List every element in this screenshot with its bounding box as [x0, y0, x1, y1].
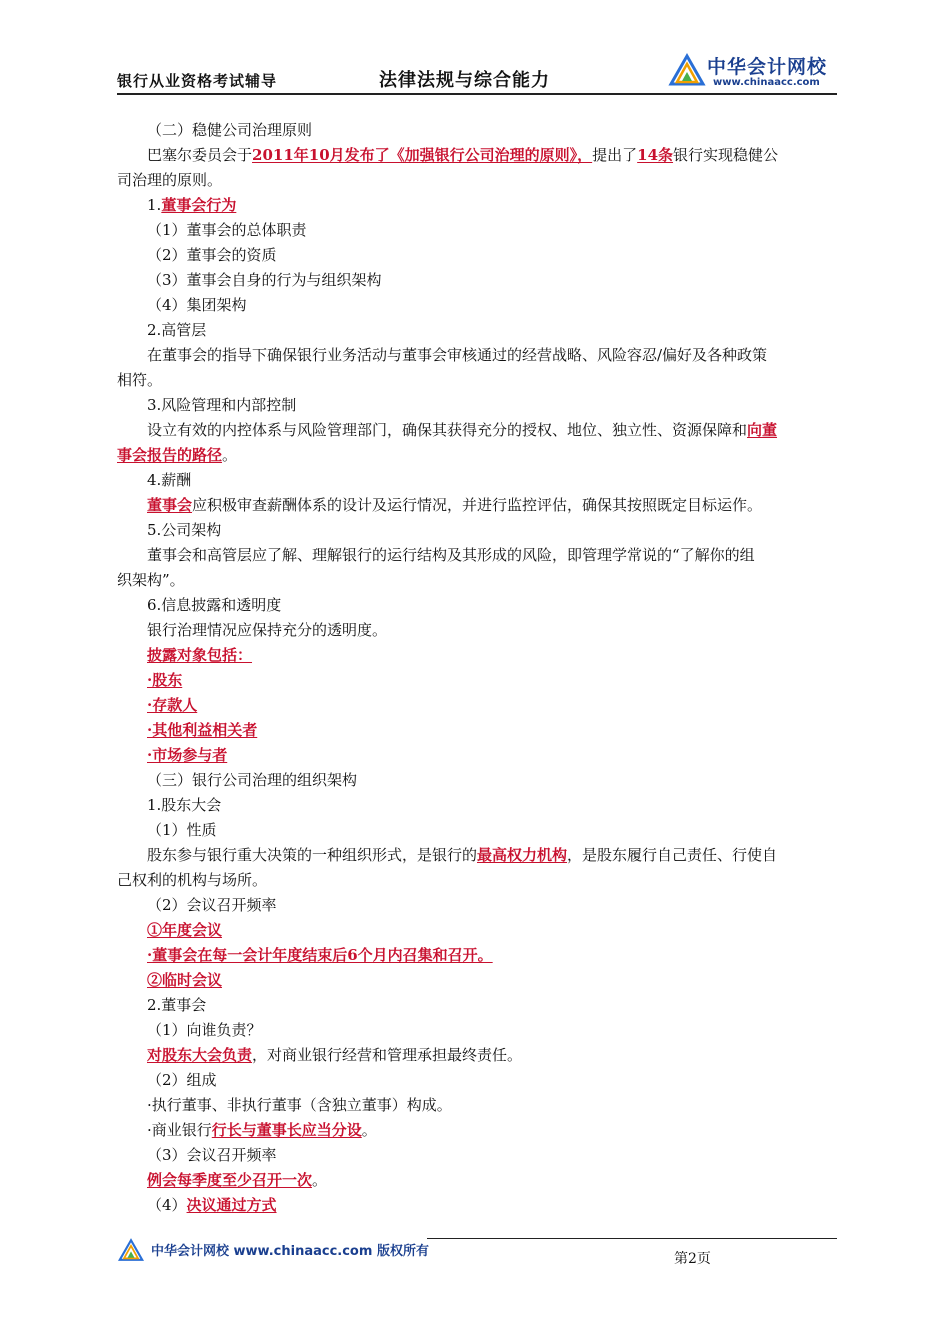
item-3-text: 设立有效的内控体系与风险管理部门，确保其获得充分的授权、地位、独立性、资源保障和向董 [147, 421, 778, 439]
item-5-text: 董事会和高管层应了解、理解银行的运行结构及其形成的风险，即管理学常说的“了解你的组 [147, 546, 755, 564]
item-6-text: 银行治理情况应保持充分的透明度。 [147, 621, 388, 639]
item-6-title: 6.信息披露和透明度 [147, 596, 282, 614]
item-5-title: 5.公司架构 [147, 521, 222, 539]
page-header [117, 48, 837, 94]
disclose-item: ·市场参与者 [147, 746, 228, 764]
s3-1-title: 1.股东大会 [147, 796, 222, 814]
disclose-title: 披露对象包括： [147, 646, 253, 664]
item-3-text-cont: 事会报告的路径。 [117, 446, 238, 464]
section-2-intro-cont: 司治理的原则。 [117, 171, 223, 189]
s3-1-annual: ①年度会议 [147, 921, 223, 939]
logo-name: 中华会计网校 [707, 56, 828, 78]
s3-1-interim: ②临时会议 [147, 971, 223, 989]
s3-2-sub-1: （1）向谁负责？ [147, 1021, 262, 1039]
s3-1-annual-detail: ·董事会在每一会计年度结束后6个月内召集和召开。 [147, 946, 493, 964]
s3-1-sub-1: （1）性质 [147, 821, 217, 839]
s3-2-sub-2: （2）组成 [147, 1071, 217, 1089]
s3-2-text-1: 对股东大会负责，对商业银行经营和管理承担最终责任。 [147, 1046, 523, 1064]
brand-logo[interactable] [667, 48, 842, 92]
s3-2-sub-3: （3）会议召开频率 [147, 1146, 277, 1164]
logo-triangle-icon [667, 50, 707, 90]
item-2-text-cont: 相符。 [117, 371, 163, 389]
item-1-sub-b: （2）董事会的资质 [147, 246, 277, 264]
item-2-title: 2.高管层 [147, 321, 207, 339]
section-2-intro: 巴塞尔委员会于2011年10月发布了《加强银行公司治理的原则》，提出了14条银行实现稳健公 [147, 146, 779, 164]
item-3-title: 3.风险管理和内部控制 [147, 396, 297, 414]
item-1-sub-c: （3）董事会自身的行为与组织架构 [147, 271, 382, 289]
page-number: 第2页 [674, 1251, 711, 1267]
item-1-title: 1.董事会行为 [147, 196, 237, 214]
item-2-text: 在董事会的指导下确保银行业务活动与董事会审核通过的经营战略、风险容忍/偏好及各种政策 [147, 346, 768, 364]
footer-copyright: 中华会计网校 www.chinaacc.com 版权所有 [151, 1244, 429, 1259]
footer-divider [427, 1238, 837, 1239]
document-body [117, 118, 847, 1218]
s3-2-bullet-1: ·执行董事、非执行董事（含独立董事）构成。 [147, 1096, 452, 1114]
header-course-title: 银行从业资格考试辅导 [117, 72, 278, 90]
item-1-sub-d: （4）集团架构 [147, 296, 247, 314]
disclose-item: ·存款人 [147, 696, 198, 714]
disclose-item: ·其他利益相关者 [147, 721, 258, 739]
header-subject-title: 法律法规与综合能力 [379, 70, 550, 91]
item-4-title: 4.薪酬 [147, 471, 192, 489]
header-divider [117, 93, 837, 95]
s3-1-sub-2: （2）会议召开频率 [147, 896, 277, 914]
s3-1-text-cont: 己权利的机构与场所。 [117, 871, 268, 889]
disclose-item: ·股东 [147, 671, 183, 689]
s3-2-title: 2.董事会 [147, 996, 207, 1014]
item-1-sub-a: （1）董事会的总体职责 [147, 221, 307, 239]
item-5-text-cont: 织架构”。 [117, 571, 185, 589]
section-2-title: （二）稳健公司治理原则 [147, 121, 313, 139]
s3-2-text-3: 例会每季度至少召开一次。 [147, 1171, 328, 1189]
s3-1-text: 股东参与银行重大决策的一种组织形式，是银行的最高权力机构，是股东履行自己责任、行使自 [147, 846, 778, 864]
footer-logo-icon [117, 1236, 145, 1264]
section-3-title: （三）银行公司治理的组织架构 [147, 771, 358, 789]
s3-2-sub-4: （4）决议通过方式 [147, 1196, 277, 1214]
logo-url[interactable]: www.chinaacc.com [713, 77, 820, 88]
item-4-text: 董事会应积极审查薪酬体系的设计及运行情况，并进行监控评估，确保其按照既定目标运作。 [147, 496, 763, 514]
s3-2-bullet-2: ·商业银行行长与董事长应当分设。 [147, 1121, 377, 1139]
page-footer [117, 1232, 837, 1272]
